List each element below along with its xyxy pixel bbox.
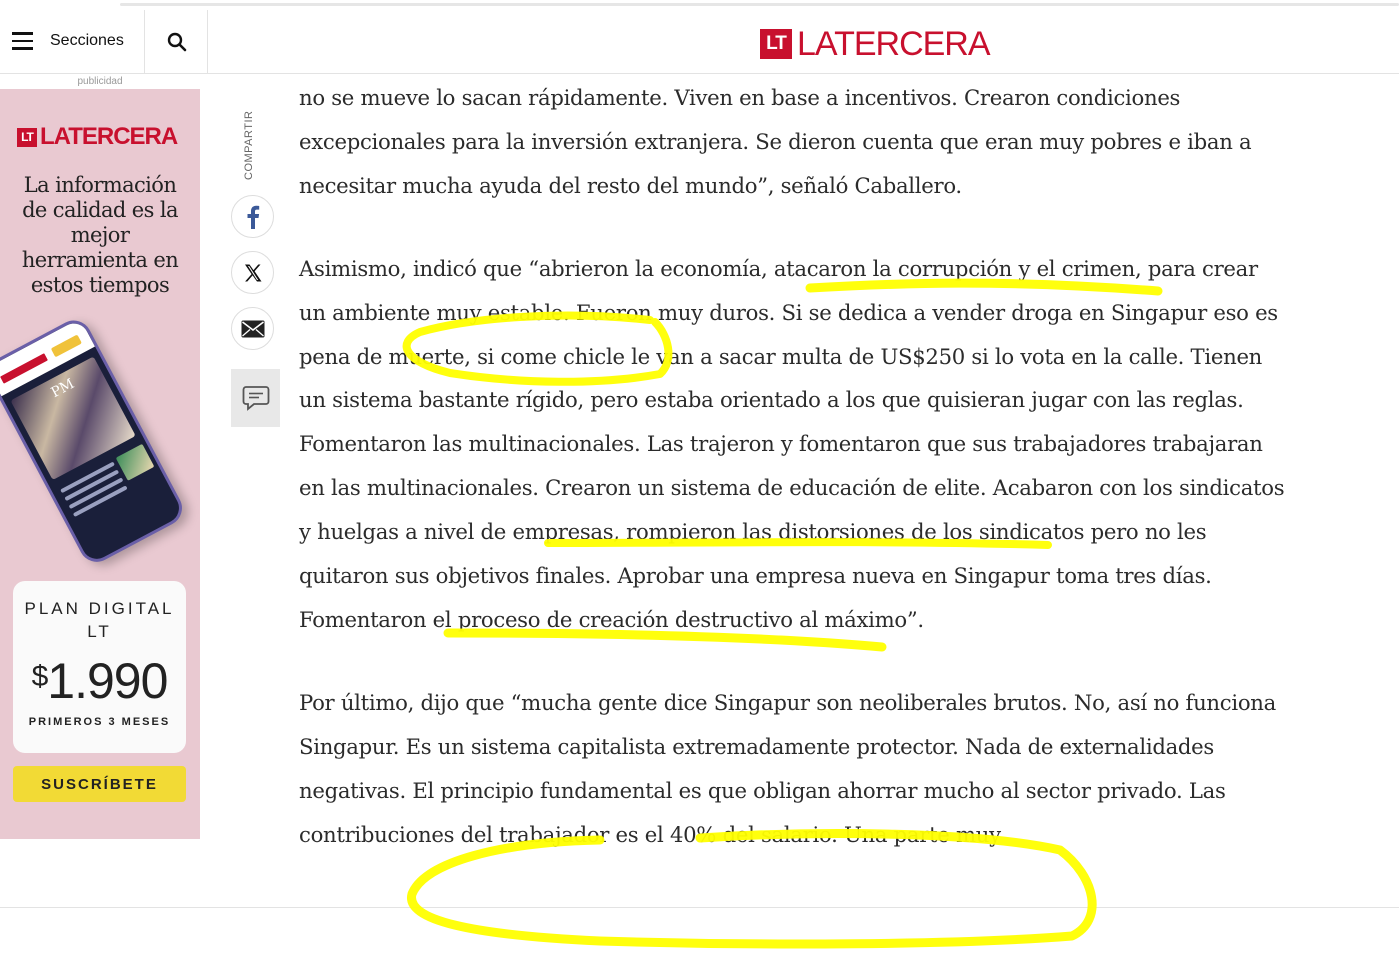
share-x-button[interactable] xyxy=(231,251,274,294)
plan-title: PLAN DIGITAL LT xyxy=(24,599,175,641)
ad-label: publicidad xyxy=(77,76,123,87)
address-bar-edge xyxy=(120,3,1399,6)
phone-mockup-image xyxy=(0,310,200,592)
share-email-button[interactable] xyxy=(231,307,274,350)
article-paragraph: no se mueve lo sacan rápidamente. Viven en base a incentivos. Crearon condiciones excepcionales para la inversión extranjera. Se dieron cuenta que eran muy pobres e iban a necesitar mucha ayuda del resto del mundo”, señaló Caballero. xyxy=(299,85,1252,198)
hamburger-menu-icon xyxy=(12,32,33,50)
search-icon xyxy=(167,32,187,52)
email-icon xyxy=(241,320,265,338)
search-button[interactable] xyxy=(145,10,208,73)
comments-button[interactable] xyxy=(231,369,280,427)
subscription-ad[interactable] xyxy=(0,89,200,839)
site-logo[interactable] xyxy=(760,27,990,61)
plan-note: PRIMEROS 3 MESES xyxy=(28,716,171,728)
site-header xyxy=(0,10,1399,74)
article-paragraph: Por último, dijo que “mucha gente dice Singapur son neoliberales brutos. No, así no funciona Singapur. Es un sistema capitalista extremadamente protector. Nada de externalidades negativas. El principio fundamental es que obligan ahorrar mucho al sector privado. Las contribuciones del trabajador es el 40% del salario. Una parte muy xyxy=(299,689,1276,847)
sections-menu-button[interactable] xyxy=(0,10,145,73)
logo-mark: LT xyxy=(760,29,792,59)
share-facebook-button[interactable] xyxy=(231,195,274,238)
price-currency: $ xyxy=(31,660,48,693)
x-icon xyxy=(243,263,263,283)
article-body xyxy=(299,75,1289,896)
ad-logo-mark: LT xyxy=(17,128,37,147)
ad-logo xyxy=(17,123,177,151)
article-paragraph: Asimismo, indicó que “abrieron la economía, atacaron la corrupción y el crimen, para crear un ambiente muy estable. Fueron muy duros. Si se dedica a vender droga en Singapur eso es pena de muerte, si come chicle le van a sacar multa de US$250 si lo vota en la calle. Tienen un sistema bastante rígido, pero estaba orientado a los que quisieran jugar con las reglas. Fomentaron las multinacionales. Las trajeron y fomentaron que sus trabajadores trabajaran en las multinacionales. Crearon un sistema de educación de elite. Acabaron con los sindicatos y huelgas a nivel de empresas, rompieron las distorsiones de los sindicatos pero no les quitaron sus objetivos finales. Aprobar una empresa nueva en Singapur toma tres días. Fomentaron el proceso de creación destructivo al máximo”. xyxy=(299,255,1285,632)
facebook-icon xyxy=(246,205,260,229)
subscribe-button[interactable]: SUSCRÍBETE xyxy=(13,766,186,802)
page-divider xyxy=(0,907,1399,908)
plan-price xyxy=(13,647,186,711)
price-value: 1.990 xyxy=(47,653,168,709)
comment-icon xyxy=(242,385,270,411)
browser-top-strip xyxy=(0,0,1399,10)
plan-card xyxy=(13,581,186,753)
sections-label: Secciones xyxy=(50,32,124,49)
logo-wordmark: LATERCERA xyxy=(797,25,990,63)
ad-tagline: La información de calidad es la mejor herramienta en estos tiempos xyxy=(21,173,179,297)
phone-caption: PM xyxy=(48,375,78,402)
share-label: COMPARTIR xyxy=(243,110,255,180)
ad-logo-wordmark: LATERCERA xyxy=(40,123,178,150)
